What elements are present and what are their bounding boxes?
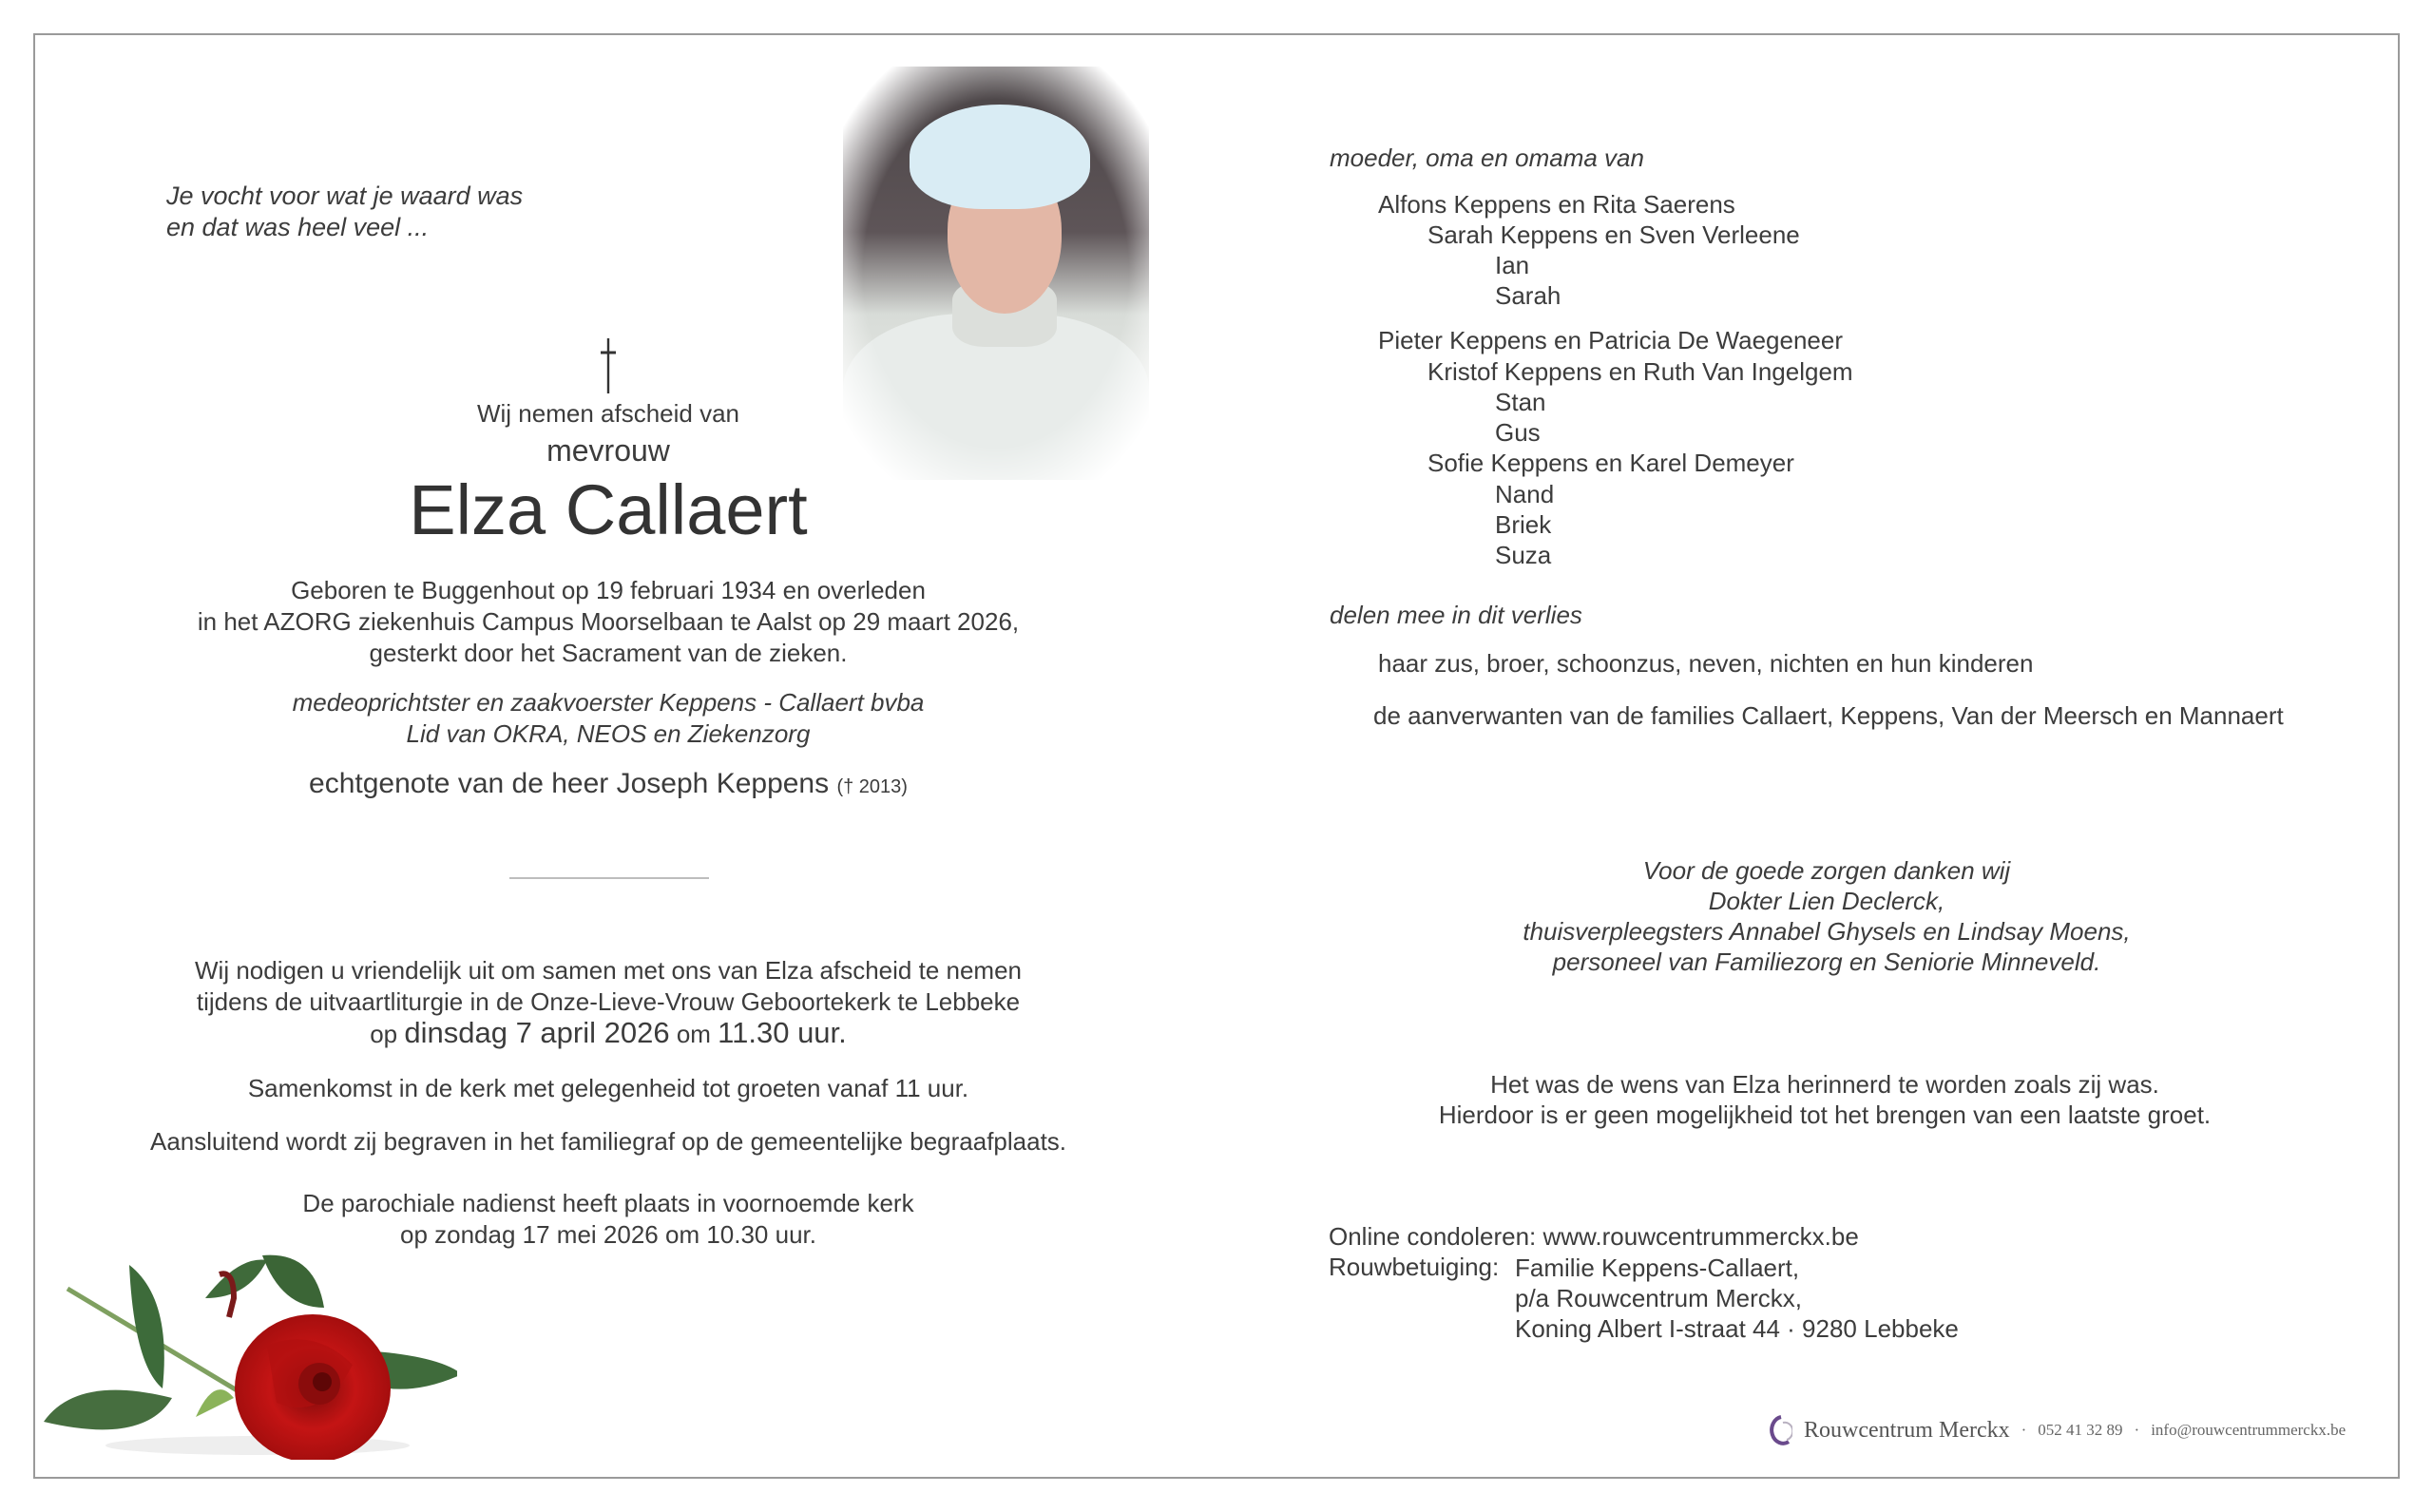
family-member: Sofie Keppens en Karel Demeyer [1427, 449, 1794, 477]
deceased-name: Elza Callaert [409, 470, 808, 549]
burial-text: Aansluitend wordt zij begraven in het familiegraf op de gemeentelijke begraafplaats. [149, 1127, 1067, 1156]
condolence-address [1515, 1253, 1959, 1344]
spouse-death-note: († 2013) [836, 776, 908, 797]
shares-heading: delen mee in dit verlies [1330, 601, 1582, 629]
address-line: p/a Rouwcentrum Merckx, [1515, 1284, 1802, 1312]
online-url[interactable]: www.rouwcentrummerckx.be [1542, 1222, 1859, 1251]
bio-line: Geboren te Buggenhout op 19 februari 1934 en overleden [291, 576, 926, 604]
family-member: Gus [1495, 418, 1541, 447]
address-line: Familie Keppens-Callaert, [1515, 1254, 1800, 1282]
period: . [838, 1016, 847, 1049]
title-text: mevrouw [546, 433, 670, 468]
portrait-photo [843, 67, 1149, 480]
farewell-text: Wij nemen afscheid van [476, 399, 740, 428]
funeral-home-footer [1768, 1413, 2346, 1447]
divider [509, 877, 709, 879]
ceremony-date-line [370, 1016, 847, 1050]
shares-line: de aanverwanten van de families Callaert, Keppens, Van der Meersch en Mannaert [1373, 701, 2284, 730]
family-member: Briek [1495, 510, 1552, 539]
role-line: medeoprichtster en zaakvoerster Keppens - Callaert bvba [292, 688, 925, 717]
company-name: Rouwcentrum Merckx [1804, 1417, 2010, 1443]
thanks-line: Dokter Lien Declerck, [1708, 887, 1945, 915]
wish-line: Hierdoor is er geen mogelijkheid tot het brengen van een laatste groet. [1438, 1101, 2212, 1129]
separator: · [2134, 1421, 2140, 1439]
family-member: Kristof Keppens en Ruth Van Ingelgem [1427, 357, 1853, 386]
roles [293, 687, 925, 750]
family-member: Nand [1495, 480, 1555, 508]
funeral-home-logo-icon [1768, 1415, 1792, 1445]
gathering-text: Samenkomst in de kerk met gelegenheid tot groeten vanaf 11 uur. [247, 1074, 969, 1102]
wish-line: Het was de wens van Elza herinnerd te worden zoals zij was. [1490, 1070, 2159, 1099]
bio-line: in het AZORG ziekenhuis Campus Moorselbaan te Aalst op 29 maart 2026, [197, 607, 1020, 636]
family-member: Pieter Keppens en Patricia De Waegeneer [1378, 326, 1843, 354]
ceremony-time: 11.30 uur [718, 1016, 839, 1049]
invite-line: Wij nodigen u vriendelijk uit om samen met ons van Elza afscheid te nemen [195, 956, 1022, 985]
family-member: Alfons Keppens en Rita Saerens [1378, 190, 1735, 219]
after-service-line: De parochiale nadienst heeft plaats in voornoemde kerk [302, 1189, 914, 1217]
time-prefix: om [676, 1020, 711, 1048]
online-condolence [1329, 1222, 1859, 1252]
thanks-line: Voor de goede zorgen danken wij [1642, 856, 2011, 885]
family-member: Suza [1495, 541, 1552, 569]
thanks [1523, 855, 2130, 977]
quote-line: Je vocht voor wat je waard was [166, 182, 524, 210]
quote-line: en dat was heel veel ... [166, 213, 430, 241]
online-label: Online condoleren: [1329, 1222, 1537, 1251]
invitation [195, 955, 1022, 1018]
separator: · [2021, 1421, 2027, 1439]
invite-line: tijdens de uitvaartliturgie in de Onze-Lieve-Vrouw Geboortekerk te Lebbeke [196, 987, 1021, 1016]
rose-image [39, 1232, 457, 1460]
spouse-line [309, 768, 908, 800]
family-member: Sarah Keppens en Sven Verleene [1427, 220, 1800, 249]
address-line: Koning Albert I-straat 44 · 9280 Lebbeke [1515, 1314, 1959, 1343]
spouse-text: echtgenote van de heer Joseph Keppens [309, 768, 830, 799]
family-member: Sarah [1495, 281, 1561, 310]
family-heading: moeder, oma en omama van [1330, 144, 1644, 172]
role-line: Lid van OKRA, NEOS en Ziekenzorg [406, 719, 811, 748]
bio-lines [198, 575, 1019, 669]
quote [166, 181, 523, 243]
shares-line: haar zus, broer, schoonzus, neven, nichten en hun kinderen [1378, 649, 2034, 678]
ceremony-date: dinsdag 7 april 2026 [404, 1016, 670, 1049]
bio-line: gesterkt door het Sacrament van de zieken. [369, 639, 848, 667]
condolence-label: Rouwbetuiging: [1329, 1253, 1500, 1281]
date-prefix: op [370, 1020, 398, 1048]
company-email[interactable]: info@rouwcentrummerckx.be [2151, 1421, 2347, 1439]
thanks-line: thuisverpleegsters Annabel Ghysels en Lindsay Moens, [1523, 917, 2131, 946]
family-member: Ian [1495, 251, 1530, 279]
company-phone: 052 41 32 89 [2038, 1421, 2123, 1439]
family-member: Stan [1495, 388, 1546, 416]
wish [1439, 1069, 2211, 1130]
thanks-line: personeel van Familiezorg en Seniorie Minneveld. [1552, 947, 2101, 976]
after-service-line: op zondag 17 mei 2026 om 10.30 uur. [399, 1220, 816, 1249]
cross-icon [600, 338, 617, 393]
